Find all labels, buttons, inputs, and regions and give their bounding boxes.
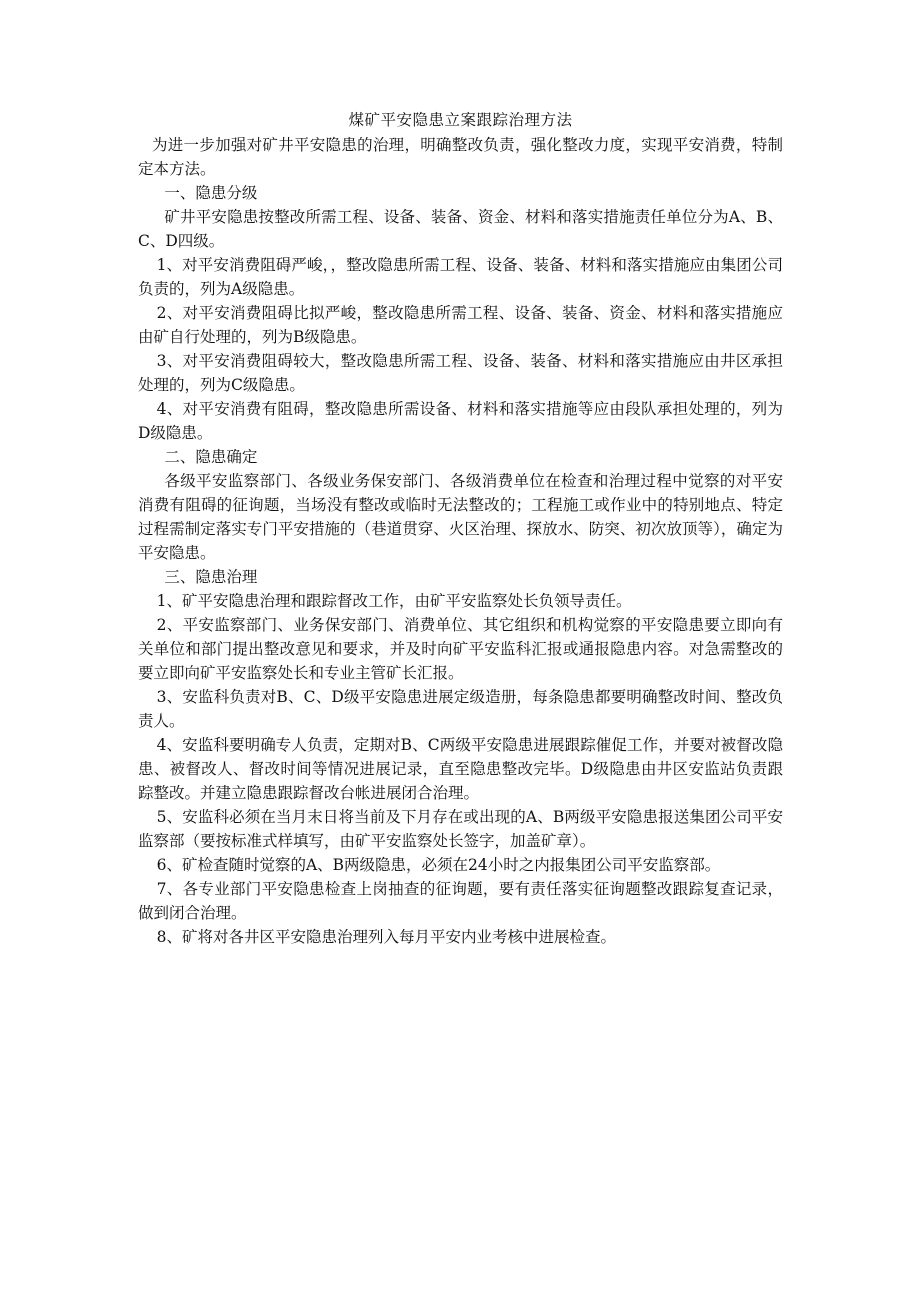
governance-item-4: 4、安监科要明确专人负责，定期对B、C两级平安隐患进展跟踪催促工作，并要对被督改隐患、被督改人、督改时间等情况进展记录，直至隐患整改完毕。D级隐患由井区安监站负责跟踪整改。并建立隐患跟踪督改台帐进展闭合治理。 xyxy=(138,736,783,802)
grading-item-b: 2、对平安消费阻碍比拟严峻，整改隐患所需工程、设备、装备、资金、材料和落实措施应由矿自行处理的，列为B级隐患。 xyxy=(138,304,783,346)
section-heading-confirmation: 二、隐患确定 xyxy=(164,448,258,466)
governance-item-2: 2、平安监察部门、业务保安部门、消费单位、其它组织和机构觉察的平安隐患要立即向有关单位和部门提出整改意见和要求，并及时向矿平安监科汇报或通报隐患内容。对急需整改的要立即向矿平安监察处长和专业主管矿长汇报。 xyxy=(138,616,783,682)
intro-paragraph: 为进一步加强对矿井平安隐患的治理，明确整改负责，强化整改力度，实现平安消费，特制定本方法。 xyxy=(138,136,783,178)
document-title: 煤矿平安隐患立案跟踪治理方法 xyxy=(348,111,573,129)
section-heading-grading: 一、隐患分级 xyxy=(164,184,258,202)
grading-item-c: 3、对平安消费阻碍较大，整改隐患所需工程、设备、装备、材料和落实措施应由井区承担处理的，列为C级隐患。 xyxy=(138,352,783,394)
governance-item-7: 7、各专业部门平安隐患检查上岗抽查的征询题，要有责任落实征询题整改跟踪复查记录，做到闭合治理。 xyxy=(138,880,783,922)
governance-item-3: 3、安监科负责对B、C、D级平安隐患进展定级造册，每条隐患都要明确整改时间、整改负责人。 xyxy=(138,688,783,730)
governance-item-6: 6、矿检查随时觉察的A、B两级隐患，必须在24小时之内报集团公司平安监察部。 xyxy=(156,856,721,874)
document-body xyxy=(138,108,783,949)
governance-item-1: 1、矿平安隐患治理和跟踪督改工作，由矿平安监察处长负领导责任。 xyxy=(156,592,632,610)
section-heading-governance: 三、隐患治理 xyxy=(164,568,258,586)
governance-item-8: 8、矿将对各井区平安隐患治理列入每月平安内业考核中进展检查。 xyxy=(156,928,616,946)
grading-item-a: 1、对平安消费阻碍严峻，，整改隐患所需工程、设备、装备、材料和落实措施应由集团公司负责的，列为A级隐患。 xyxy=(138,256,783,298)
confirmation-paragraph: 各级平安监察部门、各级业务保安部门、各级消费单位在检查和治理过程中觉察的对平安消费有阻碍的征询题，当场没有整改或临时无法整改的；工程施工或作业中的特别地点、特定过程需制定落实专门平安措施的（巷道贯穿、火区治理、探放水、防突、初次放顶等），确定为平安隐患。 xyxy=(138,472,783,562)
grading-paragraph: 矿井平安隐患按整改所需工程、设备、装备、资金、材料和落实措施责任单位分为A、B、C、D四级。 xyxy=(138,208,783,250)
governance-item-5: 5、安监科必须在当月末日将当前及下月存在或出现的A、B两级平安隐患报送集团公司平安监察部（要按标准式样填写，由矿平安监察处长签字，加盖矿章）。 xyxy=(138,808,783,850)
grading-item-d: 4、对平安消费有阻碍，整改隐患所需设备、材料和落实措施等应由段队承担处理的，列为D级隐患。 xyxy=(138,400,783,442)
